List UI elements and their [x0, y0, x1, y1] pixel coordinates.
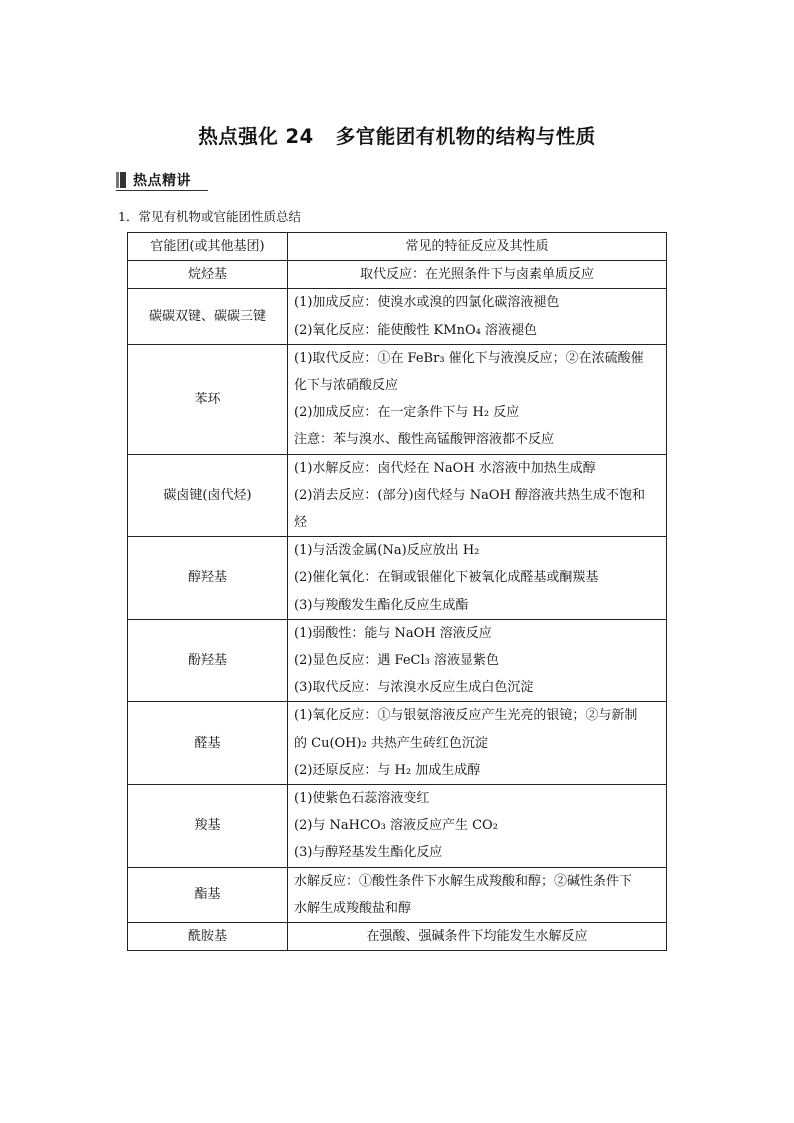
property-line: (1)使紫色石蕊溶液变红 [294, 791, 430, 807]
property-cell [288, 344, 667, 454]
property-line: (1)弱酸性：能与 NaOH 溶液反应 [294, 625, 492, 641]
title-part-2: 多官能团有机物的结构与性质 [335, 125, 596, 148]
functional-group-cell: 酯基 [128, 867, 288, 922]
functional-group-cell: 苯环 [128, 344, 288, 454]
property-line: (2)与 NaHCO₃ 溶液反应产生 CO₂ [294, 818, 498, 834]
property-cell [288, 702, 667, 785]
property-cell [288, 785, 667, 868]
property-cell [288, 867, 667, 922]
section-underline [116, 190, 208, 191]
property-line: 烃 [294, 515, 308, 531]
property-cell [288, 289, 667, 344]
section-marker-icon [116, 172, 119, 188]
table-header-row [128, 233, 667, 261]
property-line: (2)氧化反应：能使酸性 KMnO₄ 溶液褪色 [294, 322, 537, 338]
property-line: (2)消去反应：(部分)卤代烃与 NaOH 醇溶液共热生成不饱和 [294, 487, 645, 503]
functional-group-cell: 烷烃基 [128, 261, 288, 289]
property-line: (3)与羧酸发生酯化反应生成酯 [294, 597, 469, 613]
table-row [128, 867, 667, 922]
property-cell [288, 454, 667, 537]
functional-group-cell: 酰胺基 [128, 923, 288, 951]
table-row [128, 344, 667, 454]
property-line: (1)与活泼金属(Na)反应放出 H₂ [294, 543, 480, 559]
property-line: 水解生成羧酸盐和醇 [294, 900, 412, 916]
property-line: 取代反应：在光照条件下与卤素单质反应 [359, 267, 594, 283]
property-line: (2)显色反应：遇 FeCl₃ 溶液显紫色 [294, 653, 499, 669]
section-heading [116, 171, 191, 189]
property-cell [288, 619, 667, 702]
functional-group-cell: 羧基 [128, 785, 288, 868]
property-line: 的 Cu(OH)₂ 共热产生砖红色沉淀 [294, 735, 488, 751]
property-line: 水解反应：①酸性条件下水解生成羧酸和醇；②碱性条件下 [294, 873, 633, 889]
header-cell: 官能团(或其他基团) [128, 233, 288, 261]
functional-group-cell: 酚羟基 [128, 619, 288, 702]
table-row [128, 702, 667, 785]
property-cell [288, 261, 667, 289]
property-line: 化下与浓硝酸反应 [294, 378, 399, 394]
functional-group-cell: 醛基 [128, 702, 288, 785]
property-line: (1)氧化反应：①与银氨溶液反应产生光亮的银镜；②与新制 [294, 708, 638, 724]
property-line: (2)还原反应：与 H₂ 加成生成醇 [294, 762, 481, 778]
title-part-1: 热点强化 24 [198, 125, 314, 148]
property-line: (1)取代反应：①在 FeBr₃ 催化下与液溴反应；②在浓硫酸催 [294, 350, 644, 366]
property-line: (3)取代反应：与浓溴水反应生成白色沉淀 [294, 680, 534, 696]
property-line: (1)水解反应：卤代烃在 NaOH 水溶液中加热生成醇 [294, 460, 596, 476]
property-line: 在强酸、强碱条件下均能发生水解反应 [366, 929, 588, 945]
table-row [128, 454, 667, 537]
table-row [128, 289, 667, 344]
section-label: 热点精讲 [133, 173, 191, 189]
property-table [127, 232, 667, 951]
table-row [128, 619, 667, 702]
section-marker-icon [120, 172, 126, 188]
header-cell: 常见的特征反应及其性质 [288, 233, 667, 261]
property-line: (1)加成反应：使溴水或溴的四氯化碳溶液褪色 [294, 295, 560, 311]
functional-group-cell: 碳卤键(卤代烃) [128, 454, 288, 537]
property-cell [288, 537, 667, 620]
table-row [128, 923, 667, 951]
table-row [128, 261, 667, 289]
property-line: (2)加成反应：在一定条件下与 H₂ 反应 [294, 405, 520, 421]
page-title [0, 121, 794, 149]
table-row [128, 785, 667, 868]
functional-group-cell: 碳碳双键、碳碳三键 [128, 289, 288, 344]
property-line: 注意：苯与溴水、酸性高锰酸钾溶液都不反应 [294, 432, 555, 448]
property-line: (2)催化氧化：在铜或银催化下被氧化成醛基或酮羰基 [294, 570, 599, 586]
property-cell [288, 923, 667, 951]
property-line: (3)与醇羟基发生酯化反应 [294, 845, 443, 861]
intro-text: 1．常见有机物或官能团性质总结 [118, 209, 301, 224]
table-row [128, 537, 667, 620]
functional-group-cell: 醇羟基 [128, 537, 288, 620]
